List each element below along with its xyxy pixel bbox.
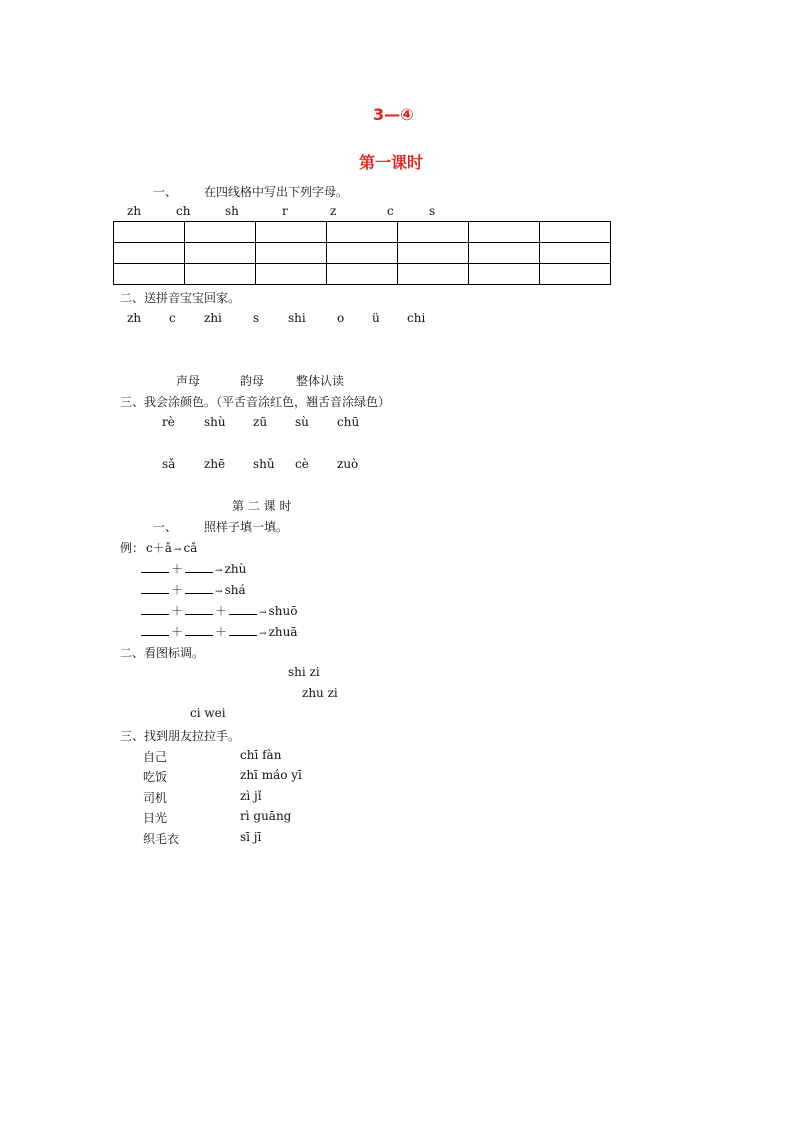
tone-word: shi zi	[288, 665, 320, 679]
plus-sign: ＋	[215, 625, 228, 639]
category-label: 整体认读	[296, 374, 345, 388]
fill-row	[141, 581, 246, 598]
tone-word: ci wei	[190, 706, 226, 720]
l1-q3-text: 三、我会涂颜色。（平舌音涂红色，翘舌音涂绿色）	[120, 395, 391, 409]
fill-result: zhuā	[268, 625, 298, 639]
pinyin-item: zh	[127, 311, 142, 325]
blank[interactable]	[185, 562, 213, 573]
l2-q1-number: 一、	[153, 520, 178, 534]
pinyin-item: o	[337, 311, 345, 325]
arrow-icon: →	[215, 587, 223, 597]
example-prefix: 例：	[120, 541, 145, 555]
pinyin-item: ü	[372, 311, 380, 325]
letter: z	[330, 204, 337, 218]
blank[interactable]	[141, 583, 169, 594]
l1-q1-number: 一、	[153, 185, 178, 199]
l1-q2-text: 二、送拼音宝宝回家。	[120, 291, 241, 305]
letter: sh	[225, 204, 239, 218]
letter: ch	[176, 204, 191, 218]
color-item: shù	[204, 415, 226, 429]
blank[interactable]	[185, 604, 213, 615]
plus-sign: ＋	[215, 604, 228, 618]
match-pinyin[interactable]: zì jǐ	[240, 789, 262, 803]
color-item: chū	[337, 415, 360, 429]
fill-result: shuō	[268, 604, 298, 618]
match-word[interactable]: 日光	[143, 811, 168, 825]
l2-q1-text: 照样子填一填。	[204, 520, 289, 534]
match-pinyin[interactable]: sī jī	[240, 830, 262, 844]
fill-row	[141, 560, 246, 577]
match-pinyin[interactable]: zhī máo yī	[240, 768, 302, 782]
color-item: rè	[162, 415, 175, 429]
lesson2-heading: 第 二 课 时	[232, 499, 292, 513]
plus-sign: ＋	[171, 583, 184, 597]
page-title: 3—④	[373, 105, 414, 124]
match-word[interactable]: 司机	[143, 791, 168, 805]
arrow-icon: →	[173, 545, 182, 555]
category-label: 韵母	[240, 374, 265, 388]
pinyin-item: s	[253, 311, 260, 325]
letter: zh	[127, 204, 142, 218]
fill-row	[141, 602, 297, 619]
pinyin-item: chi	[407, 311, 426, 325]
color-item: zhē	[204, 457, 226, 471]
match-word[interactable]: 自己	[143, 750, 168, 764]
plus-sign: ＋	[171, 562, 184, 576]
letter: c	[387, 204, 394, 218]
color-item: zuò	[337, 457, 359, 471]
blank[interactable]	[229, 625, 257, 636]
match-pinyin[interactable]: chī fàn	[240, 748, 282, 762]
blank[interactable]	[185, 583, 213, 594]
blank[interactable]	[185, 625, 213, 636]
arrow-icon: →	[215, 566, 223, 576]
fill-result: shá	[224, 583, 246, 597]
color-item: zū	[253, 415, 268, 429]
pinyin-item: zhi	[204, 311, 222, 325]
example-result: cǎ	[183, 541, 198, 555]
letter: r	[282, 204, 288, 218]
color-item: sù	[295, 415, 309, 429]
four-line-grid[interactable]	[113, 221, 611, 285]
pinyin-item: c	[169, 311, 176, 325]
match-word[interactable]: 吃饭	[143, 770, 168, 784]
pinyin-item: shi	[288, 311, 306, 325]
letter: s	[429, 204, 436, 218]
example-row	[120, 539, 197, 556]
blank[interactable]	[141, 604, 169, 615]
l1-q1-text: 在四线格中写出下列字母。	[204, 185, 349, 199]
match-pinyin[interactable]: rì guāng	[240, 809, 292, 823]
arrow-icon: →	[259, 629, 267, 639]
blank[interactable]	[229, 604, 257, 615]
l2-q3-text: 三、找到朋友拉拉手。	[120, 729, 241, 743]
match-word[interactable]: 织毛衣	[143, 832, 180, 846]
color-item: shǔ	[253, 457, 275, 471]
lesson1-heading: 第一课时	[359, 153, 424, 172]
blank[interactable]	[141, 562, 169, 573]
blank[interactable]	[141, 625, 169, 636]
fill-row	[141, 623, 298, 640]
tone-word: zhu zi	[302, 686, 338, 700]
plus-sign: ＋	[171, 604, 184, 618]
example-formula: c＋ǎ	[146, 541, 172, 555]
plus-sign: ＋	[171, 625, 184, 639]
l2-q2-text: 二、看图标调。	[120, 646, 205, 660]
color-item: sǎ	[162, 457, 176, 471]
category-label: 声母	[176, 374, 201, 388]
arrow-icon: →	[259, 608, 267, 618]
color-item: cè	[295, 457, 309, 471]
fill-result: zhù	[224, 562, 247, 576]
